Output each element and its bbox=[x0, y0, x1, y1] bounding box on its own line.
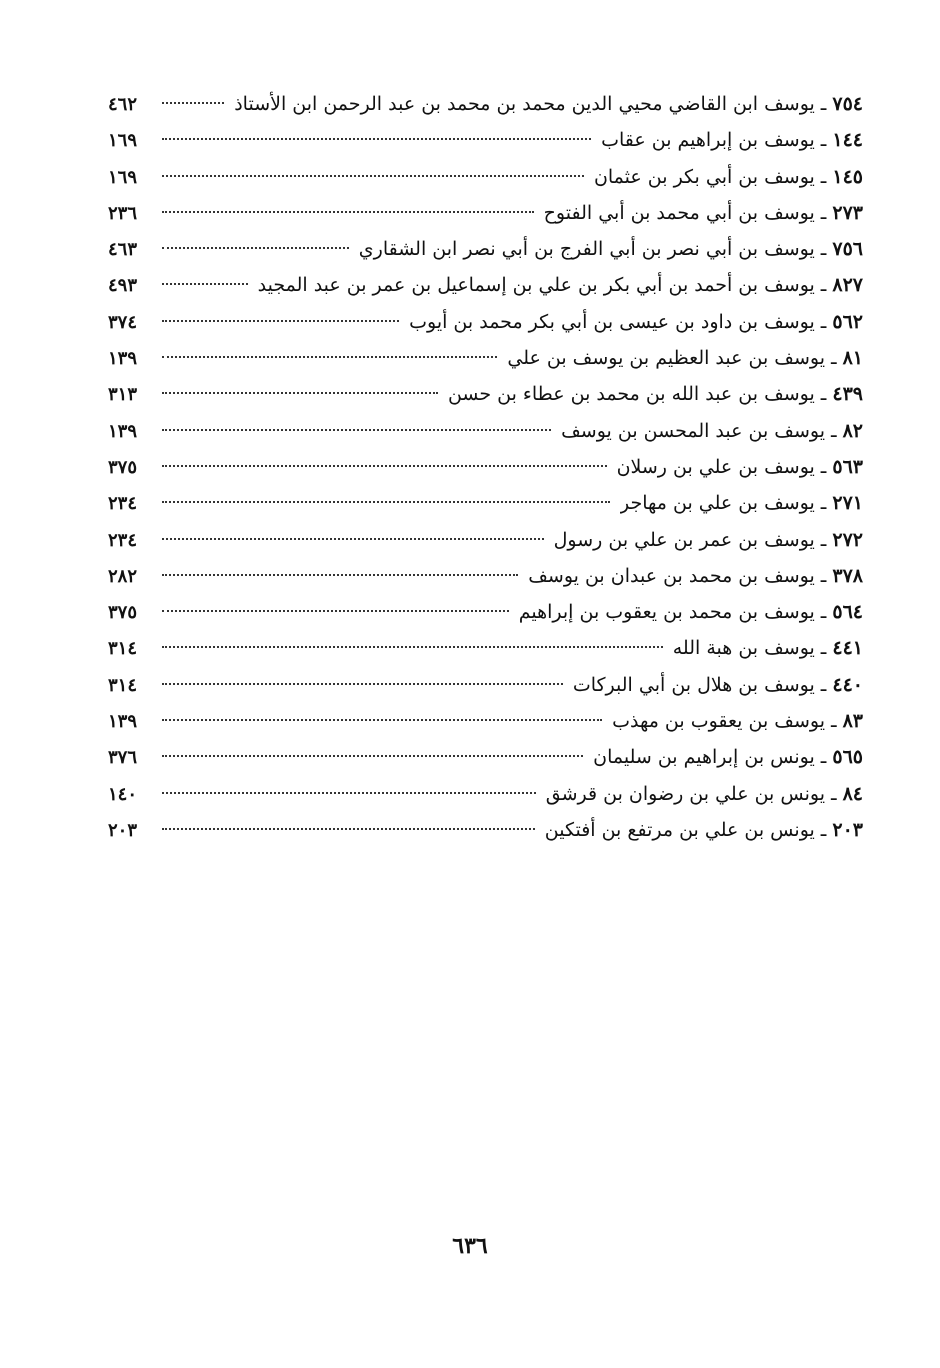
entry-number: ٣٧٨ bbox=[832, 564, 863, 587]
entry-name: يوسف بن داود بن عيسى بن أبي بكر محمد بن أيوب bbox=[409, 310, 815, 333]
dot-leader bbox=[162, 683, 563, 685]
index-entry bbox=[108, 304, 863, 340]
entry-separator: ـ bbox=[831, 782, 837, 805]
dot-leader bbox=[162, 501, 610, 503]
entry-page-ref: ٣١٤ bbox=[108, 638, 138, 660]
dot-leader bbox=[162, 755, 583, 757]
dot-leader bbox=[162, 392, 438, 394]
entry-name: يونس بن علي بن رضوان بن قرشق bbox=[545, 782, 825, 805]
index-entry bbox=[108, 413, 863, 449]
entry-number: ٥٦٥ bbox=[832, 746, 863, 769]
dot-leader bbox=[162, 356, 497, 358]
entry-number: ٨١ bbox=[842, 347, 863, 370]
entry-name: يوسف بن إبراهيم بن عقاب bbox=[601, 129, 815, 152]
page-number: ٦٣٦ bbox=[452, 1233, 488, 1259]
entry-separator: ـ bbox=[820, 93, 827, 115]
entry-number: ٥٦٤ bbox=[832, 601, 863, 624]
entry-page-ref: ١٣٩ bbox=[108, 420, 138, 442]
dot-leader bbox=[162, 646, 663, 648]
entry-page-ref: ٢٨٢ bbox=[108, 565, 138, 587]
dot-leader bbox=[162, 175, 584, 177]
index-entry bbox=[108, 485, 863, 521]
index-entry bbox=[108, 594, 863, 630]
entry-page-ref: ٤٩٣ bbox=[108, 275, 138, 297]
entry-name: يوسف بن محمد بن يعقوب بن إبراهيم bbox=[518, 601, 815, 624]
index-entry bbox=[108, 703, 863, 739]
entry-name: يوسف بن علي بن مهاجر bbox=[620, 492, 815, 515]
dot-leader bbox=[162, 283, 248, 285]
entry-name: يوسف بن هبة الله bbox=[672, 637, 815, 660]
entry-number: ١٤٥ bbox=[832, 165, 863, 188]
dot-leader bbox=[162, 465, 607, 467]
entry-separator: ـ bbox=[820, 601, 827, 624]
entry-separator: ـ bbox=[820, 310, 827, 333]
entry-name: يوسف بن عمر بن علي بن رسول bbox=[553, 528, 815, 551]
dot-leader bbox=[162, 247, 349, 249]
entry-number: ٢٠٣ bbox=[832, 818, 863, 841]
entry-name: يوسف بن أحمد بن أبي بكر بن علي بن إسماعيل بن عمر بن عبد المجيد bbox=[257, 274, 815, 297]
entry-name: يوسف بن يعقوب بن مهذب bbox=[612, 710, 825, 733]
index-entry bbox=[108, 86, 863, 122]
dot-leader bbox=[162, 538, 544, 540]
dot-leader bbox=[162, 320, 399, 322]
index-entry bbox=[108, 449, 863, 485]
entry-separator: ـ bbox=[820, 673, 827, 696]
dot-leader bbox=[162, 574, 518, 576]
index-entry bbox=[108, 159, 863, 195]
entry-page-ref: ١٣٩ bbox=[108, 348, 138, 370]
entry-separator: ـ bbox=[820, 637, 827, 660]
entry-page-ref: ٢٣٤ bbox=[108, 529, 138, 551]
entry-name: يوسف بن أبي محمد بن أبي الفتوح bbox=[543, 201, 815, 224]
entry-number: ٨٢٧ bbox=[832, 274, 863, 297]
entry-page-ref: ٣٧٦ bbox=[108, 747, 138, 769]
entry-page-ref: ٤٦٢ bbox=[108, 94, 138, 115]
entry-number: ٢٧٢ bbox=[832, 528, 863, 551]
index-entry bbox=[108, 522, 863, 558]
dot-leader bbox=[162, 102, 224, 104]
dot-leader bbox=[162, 719, 602, 721]
entry-number: ٨٢ bbox=[842, 419, 863, 442]
index-entry bbox=[108, 340, 863, 376]
dot-leader bbox=[162, 792, 536, 794]
dot-leader bbox=[162, 828, 535, 830]
index-entry bbox=[108, 122, 863, 158]
index-list bbox=[108, 86, 863, 848]
entry-number: ٤٤١ bbox=[832, 637, 863, 660]
index-entry bbox=[108, 231, 863, 267]
entry-page-ref: ٣٧٥ bbox=[108, 456, 138, 478]
entry-number: ٥٦٢ bbox=[832, 310, 863, 333]
entry-name: يونس بن علي بن مرتفع بن أفتكين bbox=[544, 818, 815, 841]
dot-leader bbox=[162, 138, 591, 140]
entry-number: ٧٥٤ bbox=[832, 93, 863, 115]
entry-number: ٨٤ bbox=[842, 782, 863, 805]
entry-separator: ـ bbox=[820, 129, 827, 152]
entry-name: يوسف بن هلال بن أبي البركات bbox=[572, 673, 815, 696]
entry-number: ٢٧١ bbox=[832, 492, 863, 515]
entry-separator: ـ bbox=[831, 347, 837, 370]
entry-page-ref: ٣٧٥ bbox=[108, 602, 138, 624]
index-entry bbox=[108, 558, 863, 594]
entry-number: ٥٦٣ bbox=[832, 455, 863, 478]
entry-number: ٨٣ bbox=[842, 710, 863, 733]
entry-page-ref: ١٤٠ bbox=[108, 783, 138, 805]
entry-name: يوسف بن عبد العظيم بن يوسف بن علي bbox=[507, 347, 825, 370]
entry-number: ١٤٤ bbox=[832, 129, 863, 152]
entry-page-ref: ٢٠٣ bbox=[108, 819, 138, 841]
entry-page-ref: ٤٦٣ bbox=[108, 239, 138, 261]
entry-separator: ـ bbox=[820, 201, 827, 224]
entry-name: يوسف ابن القاضي محيي الدين محمد بن محمد بن عبد الرحمن ابن الأستاذ bbox=[234, 93, 815, 115]
index-entry bbox=[108, 812, 863, 848]
entry-name: يوسف بن عبد الله بن محمد بن عطاء بن حسن bbox=[447, 383, 815, 406]
entry-number: ٤٣٩ bbox=[832, 383, 863, 406]
entry-page-ref: ٢٣٦ bbox=[108, 202, 138, 224]
entry-separator: ـ bbox=[820, 528, 827, 551]
index-entry bbox=[108, 630, 863, 666]
entry-number: ٧٥٦ bbox=[832, 238, 863, 261]
entry-page-ref: ٢٣٤ bbox=[108, 493, 138, 515]
entry-page-ref: ٣٧٤ bbox=[108, 311, 138, 333]
dot-leader bbox=[162, 211, 534, 213]
entry-separator: ـ bbox=[831, 710, 837, 733]
index-entry bbox=[108, 776, 863, 812]
entry-page-ref: ١٦٩ bbox=[108, 166, 138, 188]
index-entry bbox=[108, 267, 863, 303]
dot-leader bbox=[162, 429, 551, 431]
index-entry bbox=[108, 195, 863, 231]
entry-number: ٢٧٣ bbox=[832, 201, 863, 224]
entry-name: يوسف بن محمد بن عبدان بن يوسف bbox=[528, 564, 815, 587]
entry-separator: ـ bbox=[820, 455, 827, 478]
entry-separator: ـ bbox=[820, 492, 827, 515]
entry-separator: ـ bbox=[820, 564, 827, 587]
index-entry bbox=[108, 376, 863, 412]
entry-separator: ـ bbox=[820, 274, 827, 297]
entry-page-ref: ٣١٤ bbox=[108, 674, 138, 696]
entry-name: يوسف بن علي بن رسلان bbox=[616, 455, 815, 478]
index-entry bbox=[108, 739, 863, 775]
entry-name: يونس بن إبراهيم بن سليمان bbox=[593, 746, 815, 769]
entry-name: يوسف بن أبي بكر بن عثمان bbox=[593, 165, 815, 188]
entry-page-ref: ١٦٩ bbox=[108, 130, 138, 152]
entry-separator: ـ bbox=[820, 818, 827, 841]
entry-separator: ـ bbox=[820, 383, 827, 406]
entry-page-ref: ١٣٩ bbox=[108, 711, 138, 733]
entry-page-ref: ٣١٣ bbox=[108, 384, 138, 406]
entry-separator: ـ bbox=[820, 165, 827, 188]
index-entry bbox=[108, 667, 863, 703]
entry-separator: ـ bbox=[820, 238, 827, 261]
entry-name: يوسف بن عبد المحسن بن يوسف bbox=[561, 419, 825, 442]
entry-separator: ـ bbox=[831, 419, 837, 442]
dot-leader bbox=[162, 610, 509, 612]
entry-separator: ـ bbox=[820, 746, 827, 769]
entry-number: ٤٤٠ bbox=[832, 673, 863, 696]
entry-name: يوسف بن أبي نصر بن أبي الفرج بن أبي نصر ابن الشقاري bbox=[358, 238, 815, 261]
